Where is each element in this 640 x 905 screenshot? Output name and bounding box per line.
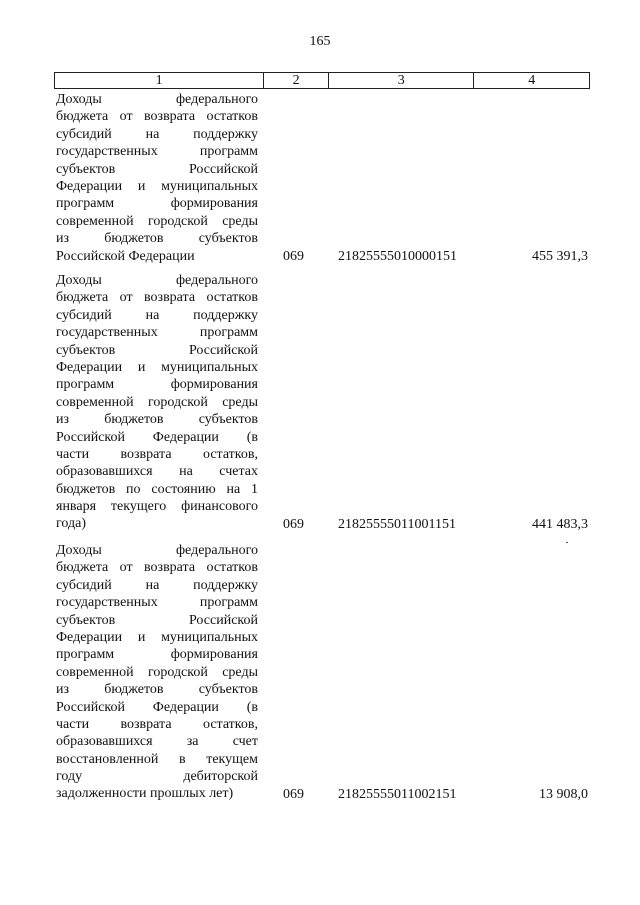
page-number: 165 [309, 34, 331, 49]
description-line: субъектов Российской [56, 342, 258, 358]
budget-classification-code: 21825555010000151 [338, 248, 457, 264]
description-line: государственных программ [56, 325, 258, 341]
description-line: января текущего финансового [56, 499, 258, 515]
description-line: восстановленной в текущем [56, 751, 258, 767]
amount: 441 483,3 [532, 516, 588, 532]
table-row [56, 272, 590, 533]
description-line: Российской Федерации (в [56, 429, 258, 445]
description-line: Федерации и муниципальных [56, 629, 258, 645]
amount: 455 391,3 [532, 248, 588, 264]
description-line: государственных программ [56, 144, 258, 160]
description-line: субсидий на поддержку [56, 126, 258, 142]
description-line: Доходы федерального [56, 92, 258, 107]
row-description [56, 272, 258, 533]
table-row [56, 542, 590, 803]
description-line: бюджетов по состоянию на 1 [56, 481, 258, 497]
description-line: части возврата остатков, [56, 716, 258, 732]
description-line: современной городской среды [56, 664, 258, 680]
description-line: Российской Федерации (в [56, 699, 258, 715]
column-header-4: 4 [528, 73, 536, 88]
description-line: году дебиторской [56, 769, 258, 785]
budget-classification-code: 21825555011002151 [338, 786, 457, 802]
description-line: государственных программ [56, 595, 258, 611]
row-description [56, 91, 258, 265]
description-line: бюджета от возврата остатков [56, 290, 258, 306]
description-line: года) [56, 516, 86, 532]
description-line: субсидий на поддержку [56, 307, 258, 323]
description-line: субъектов Российской [56, 161, 258, 177]
table-row [56, 91, 590, 265]
description-line: части возврата остатков, [56, 446, 258, 462]
description-line: программ формирования [56, 647, 258, 663]
column-header-3: 3 [329, 73, 474, 88]
description-line: задолженности прошлых лет) [56, 786, 234, 802]
description-line: Федерации и муниципальных [56, 359, 258, 375]
description-line: из бюджетов субъектов [56, 412, 258, 428]
admin-code: 069 [283, 516, 304, 532]
description-line: бюджета от возврата остатков [56, 109, 258, 125]
admin-code: 069 [283, 248, 304, 264]
description-line: из бюджетов субъектов [56, 231, 258, 247]
description-line: Доходы федерального [56, 273, 258, 288]
description-line: Федерации и муниципальных [56, 178, 258, 194]
column-header-2: 2 [264, 73, 329, 88]
description-line: субъектов Российской [56, 612, 258, 628]
description-line: современной городской среды [56, 213, 258, 229]
description-line: современной городской среды [56, 394, 258, 410]
description-line: Российской Федерации [56, 248, 195, 264]
description-line: образовавшихся за счет [56, 734, 258, 750]
row-description [56, 542, 258, 803]
description-line: бюджета от возврата остатков [56, 560, 258, 576]
description-line: из бюджетов субъектов [56, 682, 258, 698]
description-line: Доходы федерального [56, 543, 258, 558]
description-line: образовавшихся на счетах [56, 464, 258, 480]
budget-classification-code: 21825555011001151 [338, 516, 456, 532]
amount: 13 908,0 [539, 786, 588, 802]
column-header-1: 1 [55, 73, 264, 88]
description-line: программ формирования [56, 377, 258, 393]
table-header-row [54, 72, 590, 89]
description-line: субсидий на поддержку [56, 577, 258, 593]
admin-code: 069 [283, 786, 304, 802]
description-line: программ формирования [56, 196, 258, 212]
